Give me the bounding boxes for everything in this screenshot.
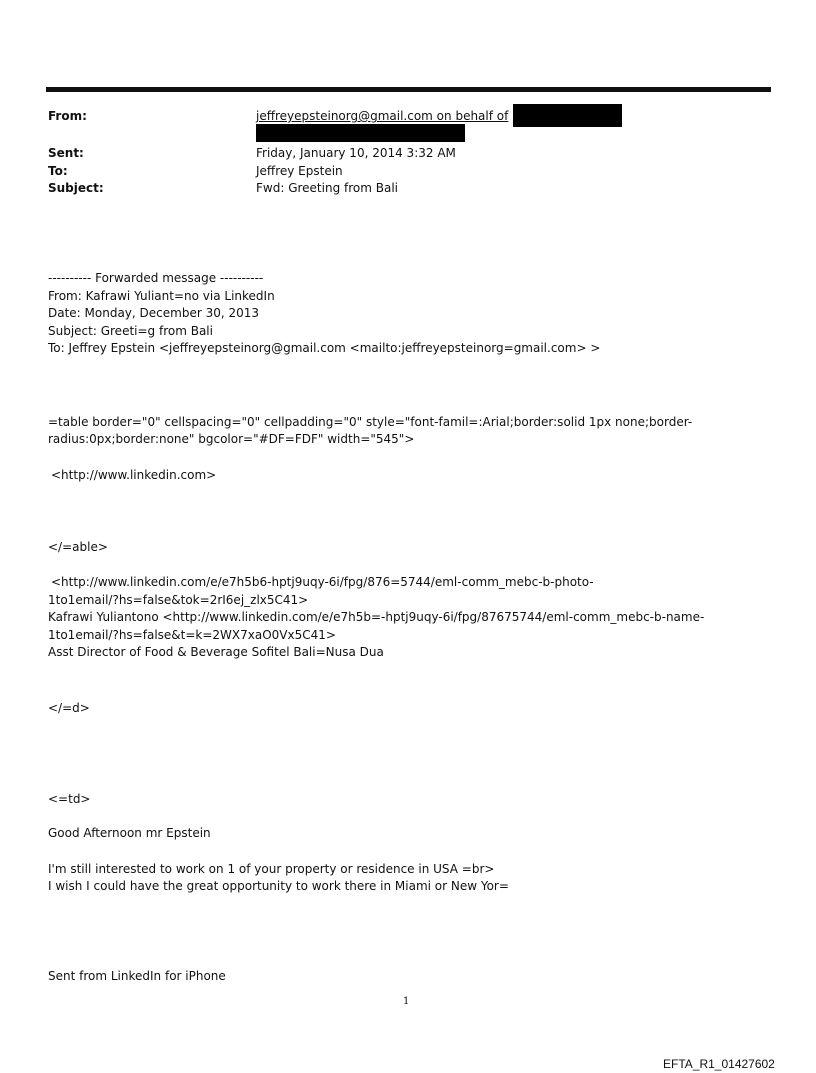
body-line: To: Jeffrey Epstein <jeffreyepsteinorg@gmail.com <mailto:jeffreyepsteinorg=gmail.com> > — [48, 341, 601, 355]
body-line: 1to1email/?hs=false&t=k=2WX7xaO0Vx5C41> — [48, 628, 336, 642]
bates-number: EFTA_R1_01427602 — [663, 1057, 775, 1071]
body-line: Kafrawi Yuliantono <http://www.linkedin.com/e/e7h5b=-hptj9uqy-6i/fpg/87675744/eml-comm_mebc-b-name- — [48, 610, 705, 624]
body-line: ---------- Forwarded message ---------- — [48, 271, 264, 285]
redaction-bar-1 — [513, 104, 622, 127]
from-value-text: jeffreyepsteinorg@gmail.com on behalf of — [256, 109, 509, 123]
body-line: radius:0px;border:none" bgcolor="#DF=FDF" width="545"> — [48, 432, 415, 446]
header-rule — [46, 87, 771, 92]
body-line: </=able> — [48, 540, 108, 554]
from-label: From: — [48, 109, 87, 123]
body-line: </=d> — [48, 701, 90, 715]
body-line: Subject: Greeti=g from Bali — [48, 324, 213, 338]
sent-value: Friday, January 10, 2014 3:32 AM — [256, 146, 456, 160]
body-line: <http://www.linkedin.com> — [51, 468, 217, 482]
body-line: Date: Monday, December 30, 2013 — [48, 306, 260, 320]
body-line: Sent from LinkedIn for iPhone — [48, 969, 226, 983]
body-line: Asst Director of Food & Beverage Sofitel Bali=Nusa Dua — [48, 645, 384, 659]
body-line: I wish I could have the great opportunity to work there in Miami or New Yor= — [48, 879, 509, 893]
redaction-bar-2 — [256, 124, 465, 142]
body-line: I'm still interested to work on 1 of your property or residence in USA =br> — [48, 862, 495, 876]
body-line: =table border="0" cellspacing="0" cellpadding="0" style="font-famil=:Arial;border:solid 1px none;border- — [48, 415, 693, 429]
to-value: Jeffrey Epstein — [256, 164, 343, 178]
body-line: From: Kafrawi Yuliant=no via LinkedIn — [48, 289, 275, 303]
to-label: To: — [48, 164, 68, 178]
body-line: <=td> — [48, 792, 91, 806]
from-value — [256, 109, 517, 123]
subject-label: Subject: — [48, 181, 104, 195]
body-line: Good Afternoon mr Epstein — [48, 826, 211, 840]
body-line: <http://www.linkedin.com/e/e7h5b6-hptj9uqy-6i/fpg/876=5744/eml-comm_mebc-b-photo- — [51, 575, 594, 589]
body-line: 1to1email/?hs=false&tok=2rI6ej_zlx5C41> — [48, 593, 309, 607]
subject-value: Fwd: Greeting from Bali — [256, 181, 398, 195]
page-number: 1 — [403, 996, 410, 1007]
sent-label: Sent: — [48, 146, 84, 160]
